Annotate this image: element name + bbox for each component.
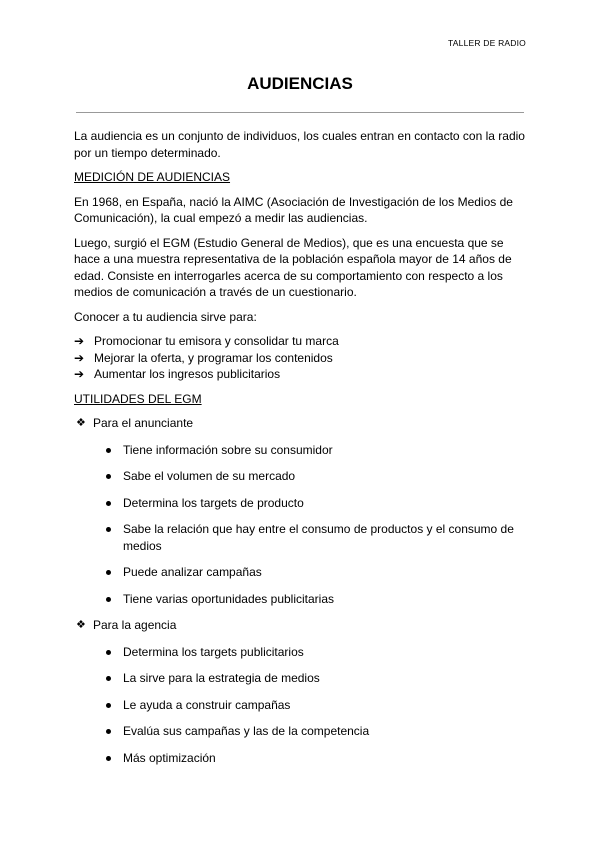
diamond-bullet-icon: ❖ (76, 619, 86, 631)
title-divider (76, 112, 524, 113)
list-item (123, 442, 529, 459)
document-body (74, 128, 529, 776)
section-heading-medicion: MEDICIÓN DE AUDIENCIAS (74, 170, 231, 184)
list-item (123, 521, 529, 554)
bullet-dot-icon (106, 448, 111, 453)
page-title: AUDIENCIAS (247, 74, 353, 93)
arrow-icon: ➔ (74, 350, 85, 365)
group-title-text: Para el anunciante (93, 416, 194, 430)
list-item-text: Puede analizar campañas (123, 565, 262, 579)
bullet-dot-icon (106, 676, 111, 681)
header-label: TALLER DE RADIO (448, 38, 526, 48)
group-title (74, 617, 529, 634)
group-agencia (74, 617, 529, 766)
list-item-text: La sirve para la estrategia de medios (123, 671, 320, 685)
list-item (74, 333, 529, 350)
list-item-text: Mejorar la oferta, y programar los contenidos (94, 350, 333, 365)
list-item-text: Sabe la relación que hay entre el consumo de productos y el consumo de medios (123, 522, 514, 553)
bullet-dot-icon (106, 729, 111, 734)
bullet-list (74, 442, 529, 608)
list-item-text: Determina los targets de producto (123, 495, 304, 510)
paragraph: Conocer a tu audiencia sirve para: (74, 309, 257, 324)
bullet-dot-icon (106, 527, 111, 532)
list-item (123, 468, 529, 485)
list-item (123, 723, 529, 740)
list-item-text: Le ayuda a construir campañas (123, 697, 291, 712)
bullet-dot-icon (106, 501, 111, 506)
list-item-text: Determina los targets publicitarios (123, 644, 304, 659)
list-item (123, 564, 529, 581)
list-item (123, 697, 529, 714)
list-item (123, 591, 529, 608)
list-item-text: Tiene información sobre su consumidor (123, 442, 333, 457)
list-item-text: Promocionar tu emisora y consolidar tu marca (94, 334, 339, 348)
list-item (123, 750, 529, 767)
arrow-list (74, 333, 529, 383)
list-item (74, 366, 529, 383)
intro-paragraph: La audiencia es un conjunto de individuos, los cuales entran en contacto con la radio por un tiempo determinado. (74, 129, 525, 160)
bullet-dot-icon (106, 703, 111, 708)
diamond-bullet-icon: ❖ (76, 417, 86, 429)
list-item (74, 350, 529, 367)
bullet-dot-icon (106, 756, 111, 761)
list-item (123, 644, 529, 661)
paragraph: En 1968, en España, nació la AIMC (Asociación de Investigación de los Medios de Comunicación), la cual empezó a medir las audiencias. (74, 194, 513, 225)
list-item-text: Más optimización (123, 750, 216, 765)
bullet-dot-icon (106, 474, 111, 479)
arrow-icon: ➔ (74, 367, 85, 381)
paragraph: Luego, surgió el EGM (Estudio General de Medios), que es una encuesta que se hace a una muestra representativa de la población española mayor de 14 años de edad. Consiste en interrogarles acerca de su comportamiento con respecto a los medios de comunicación a través de un cuestionario. (74, 235, 512, 299)
group-title (74, 415, 529, 432)
section-heading-utilidades: UTILIDADES DEL EGM (74, 391, 202, 406)
list-item-text: Aumentar los ingresos publicitarios (94, 367, 281, 381)
list-item-text: Tiene varias oportunidades publicitarias (123, 591, 335, 606)
group-title-text: Para la agencia (93, 618, 177, 632)
list-item-text: Evalúa sus campañas y las de la competencia (123, 724, 370, 738)
arrow-icon: ➔ (74, 334, 85, 348)
bullet-dot-icon (106, 650, 111, 655)
bullet-list (74, 644, 529, 767)
group-anunciante (74, 415, 529, 607)
bullet-dot-icon (106, 570, 111, 575)
list-item-text: Sabe el volumen de su mercado (123, 469, 296, 483)
list-item (123, 495, 529, 512)
list-item (123, 670, 529, 687)
bullet-dot-icon (106, 597, 111, 602)
